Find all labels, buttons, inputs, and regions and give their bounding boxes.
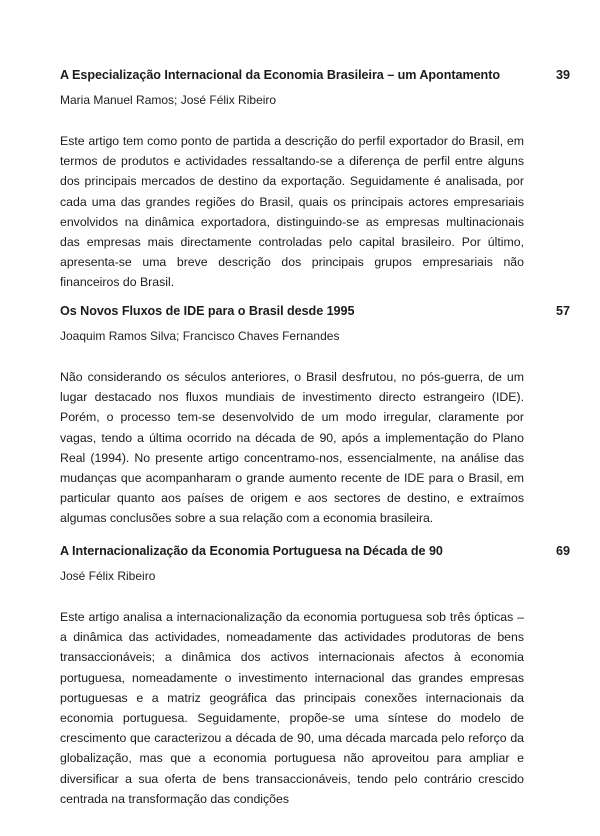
entry-header: [60, 544, 590, 566]
entry-authors: Maria Manuel Ramos; José Félix Ribeiro: [60, 93, 277, 107]
entry-abstract: Não considerando os séculos anteriores, o Brasil desfrutou, no pós-guerra, de um lugar destacado nos fluxos mundiais de investimento directo estrangeiro (IDE). Porém, o processo tem-se desenvolvido de um modo irregular, claramente por vagas, tendo a última ocorrido na década de 90, após a implementação do Plano Real (1994). No presente artigo concentramo-nos, essencialmente, na análise das mudanças que acompanharam o grande aumento recente de IDE para o Brasil, em particular quanto aos países de origem e aos sectores de destino, e extraímos algumas conclusões sobre a sua relação com a economia brasileira.: [60, 370, 524, 526]
toc-entry: [60, 544, 590, 809]
entry-page-number: 39: [555, 68, 570, 82]
entry-title: A Internacionalização da Economia Portuguesa na Década de 90: [60, 544, 443, 558]
entry-authors: Joaquim Ramos Silva; Francisco Chaves Fernandes: [60, 329, 340, 343]
entry-authors: José Félix Ribeiro: [60, 569, 156, 583]
entry-header: [60, 68, 590, 90]
entry-title: Os Novos Fluxos de IDE para o Brasil desde 1995: [60, 304, 355, 318]
entry-page-number: 69: [555, 544, 570, 558]
entry-title: A Especialização Internacional da Economia Brasileira – um Apontamento: [60, 68, 500, 82]
entry-abstract: Este artigo analisa a internacionalização da economia portuguesa sob três ópticas – a dinâmica das actividades, nomeadamente das actividades produtoras de bens transaccionáveis; a dinâmica dos activos internacionais afectos à economia portuguesa, nomeadamente o investimento internacional das grandes empresas portuguesas e a matriz geográfica das principais conexões internacionais da economia portuguesa. Seguidamente, propõe-se uma síntese do modelo de crescimento que caracterizou a década de 90, uma década marcada pelo reforço da globalização, mas que a economia portuguesa não aproveitou para ampliar e diversificar a sua oferta de bens transaccionáveis, tendo pelo contrário crescido centrada na transformação das condições: [60, 610, 524, 806]
toc-entry: [60, 304, 590, 529]
entry-header: [60, 304, 590, 326]
toc-entry: [60, 68, 590, 293]
entry-page-number: 57: [555, 304, 570, 318]
entry-abstract: Este artigo tem como ponto de partida a descrição do perfil exportador do Brasil, em termos de produtos e actividades ressaltando-se a diferença de perfil entre alguns dos principais mercados de destino da exportação. Seguidamente é analisada, por cada uma das grandes regiões do Brasil, quais os principais actores empresariais envolvidos na dinâmica exportadora, distinguindo-se as empresas multinacionais das empresas mais directamente controladas pelo capital brasileiro. Por último, apresenta-se uma breve descrição dos principais grupos empresariais não financeiros do Brasil.: [60, 134, 524, 290]
